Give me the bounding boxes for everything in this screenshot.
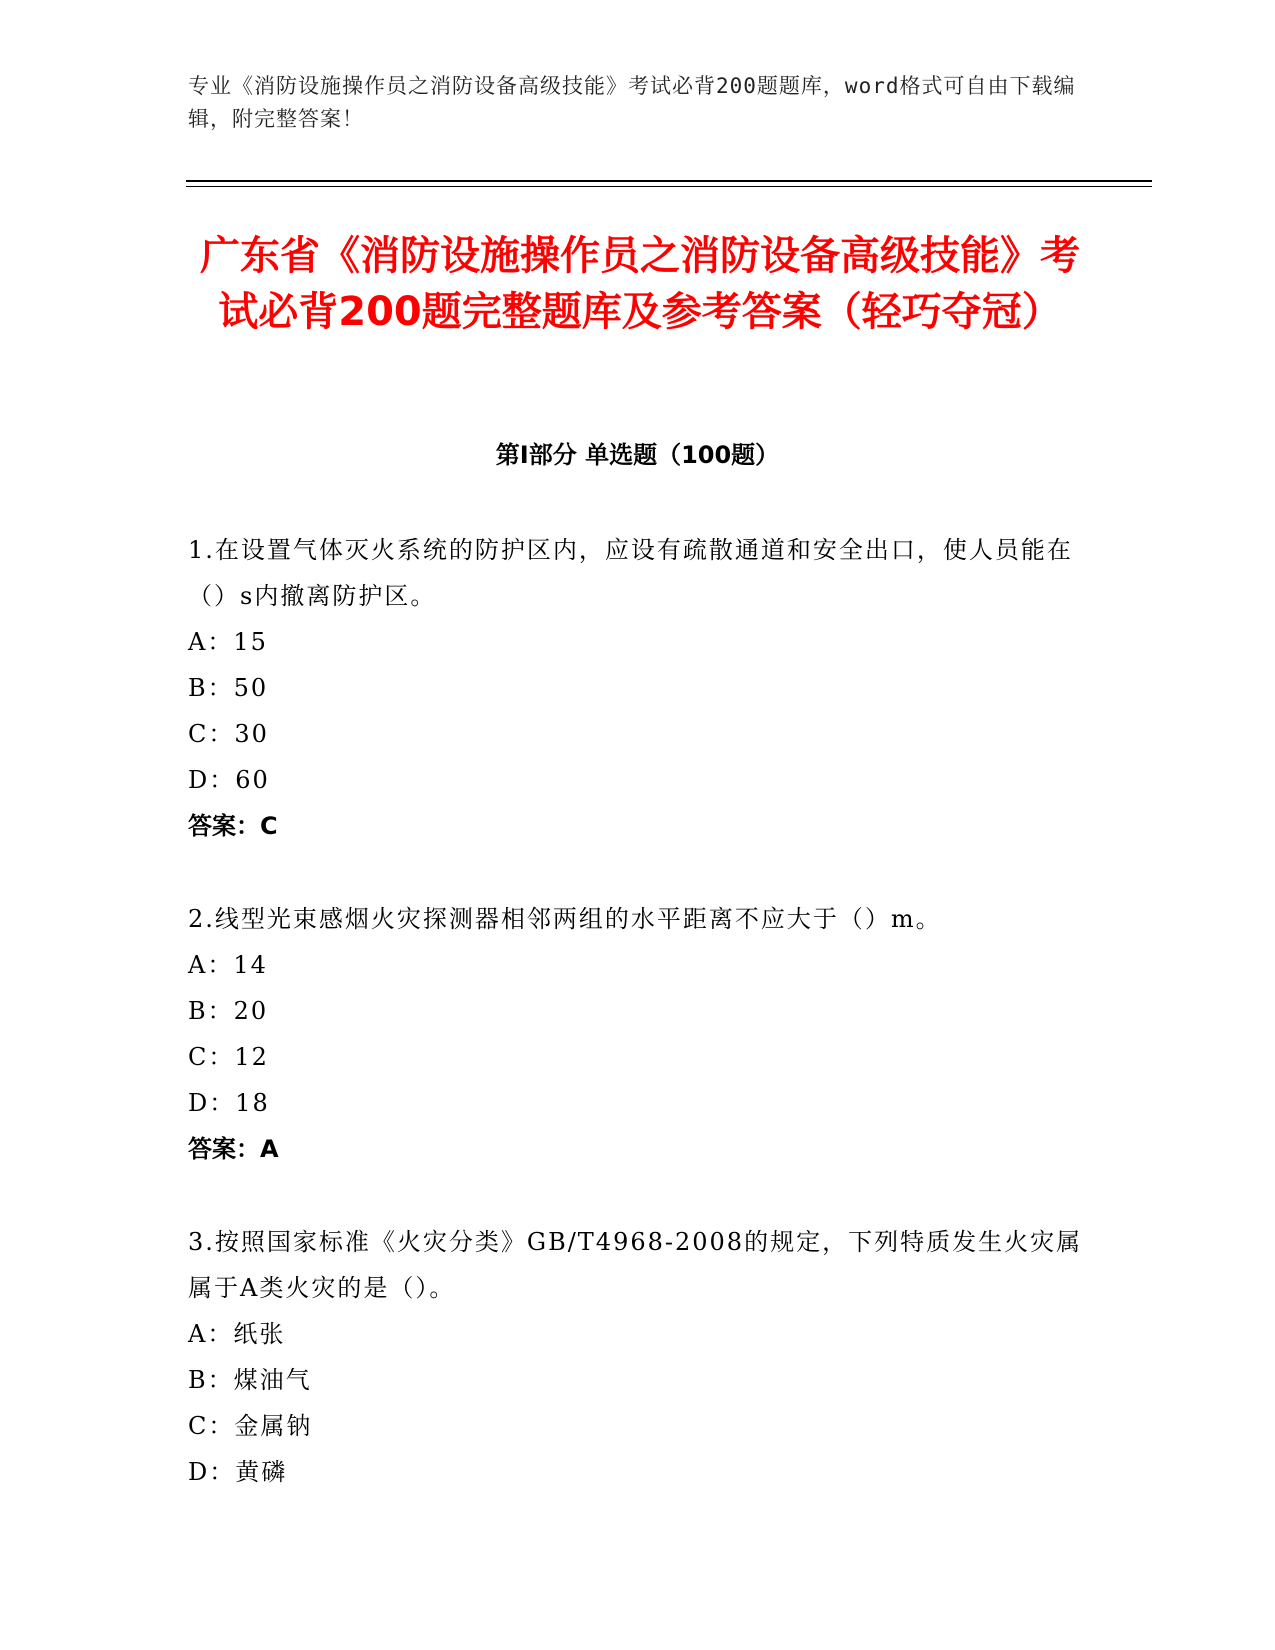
question-answer: 答案：C	[188, 812, 278, 840]
option-d: D：60	[188, 766, 270, 794]
option-a: A：14	[188, 951, 268, 979]
option-b: B：50	[188, 674, 269, 702]
question-answer: 答案：A	[188, 1135, 279, 1163]
option-c: C：30	[188, 720, 269, 748]
option-c: C：12	[188, 1043, 269, 1071]
option-a: A：纸张	[188, 1320, 286, 1348]
option-a: A：15	[188, 628, 268, 656]
question-stem: 2.线型光束感烟火灾探测器相邻两组的水平距离不应大于（）m。	[188, 905, 942, 933]
option-c: C：金属钠	[188, 1412, 313, 1440]
question-stem: 1.在设置气体灭火系统的防护区内，应设有疏散通道和安全出口，使人员能在（）s内撤离防护区。	[188, 536, 1073, 610]
section-title: 第Ⅰ部分 单选题（100题）	[495, 441, 780, 469]
option-b: B：20	[188, 997, 269, 1025]
option-d: D：18	[188, 1089, 270, 1117]
question-item	[188, 896, 1088, 1172]
document-title: 广东省《消防设施操作员之消防设备高级技能》考试必背200题完整题库及参考答案（轻巧夺冠）	[200, 233, 1080, 335]
question-item	[188, 1219, 1088, 1495]
option-b: B：煤油气	[188, 1366, 312, 1394]
option-d: D：黄磷	[188, 1458, 288, 1486]
header-note: 专业《消防设施操作员之消防设备高级技能》考试必背200题题库，word格式可自由下载编辑，附完整答案！	[188, 74, 1076, 131]
question-stem: 3.按照国家标准《火灾分类》GB/T4968-2008的规定，下列特质发生火灾属属于A类火灾的是（）。	[188, 1228, 1083, 1302]
question-list	[188, 527, 1088, 1542]
header-divider	[186, 180, 1152, 182]
question-item	[188, 527, 1088, 849]
header-divider-thin	[186, 186, 1152, 187]
